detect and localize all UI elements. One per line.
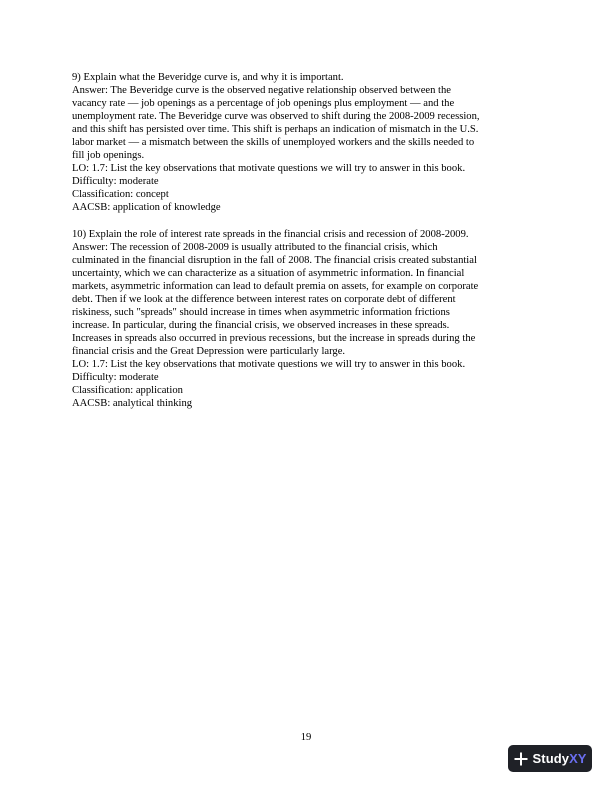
learning-objective: LO: 1.7: List the key observations that motivate questions we will try to answer in this book.	[72, 359, 466, 371]
answer-line: vacancy rate — job openings as a percentage of job openings plus employment — and the	[72, 98, 455, 110]
answer-line: debt. Then if we look at the difference between interest rates on corporate debt of different	[72, 293, 456, 305]
answer-line: uncertainty, which we can characterize as a situation of asymmetric information. In financial	[72, 267, 465, 279]
badge-label-main: Study	[532, 751, 570, 766]
question-title: 10) Explain the role of interest rate spreads in the financial crisis and recession of 2008-2009.	[72, 228, 469, 240]
aacsb: AACSB: analytical thinking	[72, 398, 193, 410]
answer-line: labor market — a mismatch between the skills of unemployed workers and the skills needed to	[72, 137, 475, 149]
answer-line: Increases in spreads also occurred in previous recessions, but the increase in spreads during the	[72, 332, 476, 344]
document-body	[72, 71, 544, 410]
answer-line: fill job openings.	[72, 150, 145, 162]
answer-line: and this shift has persisted over time. This shift is perhaps an indication of mismatch in the U.S.	[72, 124, 479, 136]
plus-icon	[514, 752, 528, 766]
studyxy-badge[interactable]	[508, 745, 592, 772]
question-block-9	[72, 71, 544, 215]
question-title: 9) Explain what the Beveridge curve is, and why it is important.	[72, 72, 344, 83]
answer-line: riskiness, such "spreads" should increase in times when asymmetric information frictions	[72, 306, 450, 318]
answer-line: culminated in the financial disruption in the fall of 2008. The financial crisis created substantial	[72, 254, 477, 266]
answer-line: Answer: The Beveridge curve is the observed negative relationship observed between the	[72, 85, 451, 97]
answer-line: markets, asymmetric information can lead to default premia on assets, for example on corporate	[72, 280, 479, 292]
question-block-10	[72, 228, 544, 411]
answer-line: unemployment rate. The Beveridge curve was observed to shift during the 2008-2009 recession,	[72, 111, 480, 123]
classification: Classification: concept	[72, 189, 169, 201]
answer-line: increase. In particular, during the financial crisis, we observed increases in these spreads.	[72, 319, 450, 331]
badge-label-accent: XY	[569, 751, 587, 766]
answer-line: Answer: The recession of 2008-2009 is usually attributed to the financial crisis, which	[72, 241, 438, 253]
difficulty: Difficulty: moderate	[72, 372, 159, 384]
learning-objective: LO: 1.7: List the key observations that motivate questions we will try to answer in this book.	[72, 163, 466, 175]
badge-label	[533, 751, 587, 766]
page-number: 19	[300, 732, 312, 743]
difficulty: Difficulty: moderate	[72, 176, 159, 188]
answer-line: financial crisis and the Great Depression were particularly large.	[72, 345, 346, 357]
classification: Classification: application	[72, 385, 183, 397]
aacsb: AACSB: application of knowledge	[72, 202, 221, 214]
